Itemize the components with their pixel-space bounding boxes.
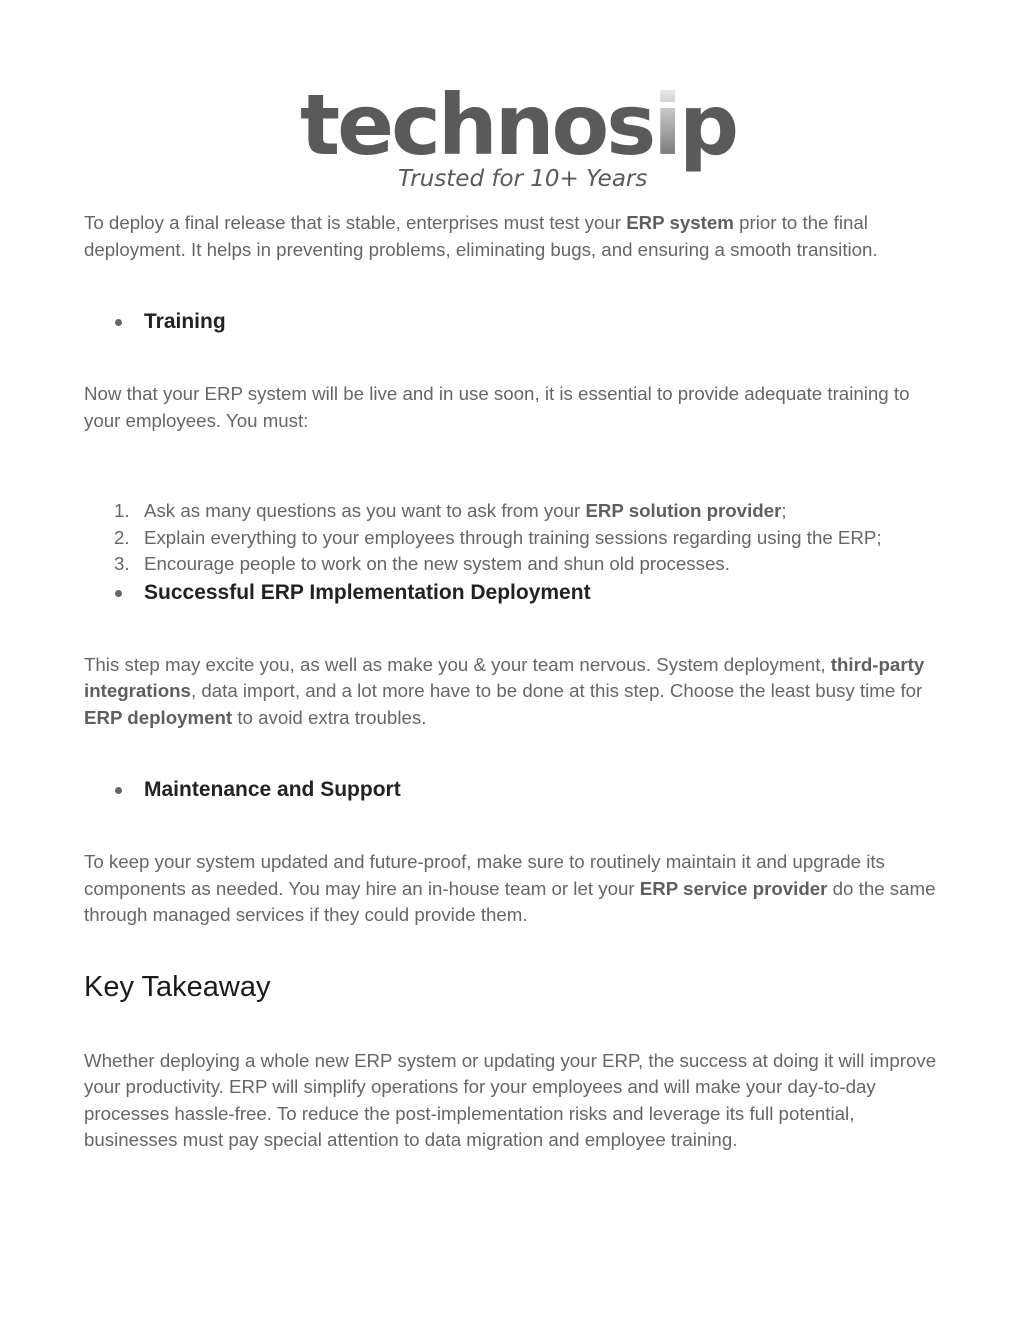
logo-tagline: Trusted for 10+ Years — [398, 166, 648, 192]
bullet-icon — [115, 319, 122, 326]
intro-paragraph: To deploy a final release that is stable, enterprises must test your ERP system prior to the final deployment. It helps in preventing problems, eliminating bugs, and ensuring a smooth transition. — [84, 212, 878, 260]
logo-wordmark-s: s — [606, 76, 654, 174]
training-steps-list — [84, 498, 944, 578]
maintenance-paragraph: To keep your system updated and future-proof, make sure to routinely maintain it and upgrade its components as needed. You may hire an in-house team or let your ERP service provider do the same through managed services if they could provide them. — [84, 851, 936, 926]
takeaway-paragraph: Whether deploying a whole new ERP system or updating your ERP, the success at doing it will improve your productivity. ERP will simplify operations for your employees and will make your day-to-day processes hassle-free. To reduce the post-implementation risks and leverage its full potential, businesses must pay special attention to data migration and employee training. — [84, 1049, 937, 1151]
technosip-logo — [300, 76, 737, 193]
training-paragraph: Now that your ERP system will be live and in use soon, it is essential to provide adequate training to your employees. You must: — [84, 383, 910, 431]
logo-wordmark-i: i — [653, 76, 680, 174]
key-takeaway-heading: Key Takeaway — [84, 970, 271, 1003]
deployment-paragraph: This step may excite you, as well as make you & your team nervous. System deployment, third-party integrations, data import, and a lot more have to be done at this step. Choose the least busy time for ERP deployment to avoid extra troubles. — [84, 653, 925, 728]
svg-text:technosip — [300, 76, 736, 174]
training-heading: Training — [84, 308, 944, 336]
maintenance-heading: Maintenance and Support — [84, 776, 944, 804]
list-item: 3. Encourage people to work on the new system and shun old processes. — [114, 553, 730, 575]
document-body — [84, 210, 944, 1154]
list-item: 1. Ask as many questions as you want to ask from your ERP solution provider; — [114, 500, 787, 521]
erp-system-link-text: ERP system — [626, 212, 734, 233]
deployment-heading: Successful ERP Implementation Deployment — [84, 579, 944, 607]
list-item: 2. Explain everything to your employees through training sessions regarding using the ERP; — [114, 526, 882, 548]
logo-wordmark-techno: techno — [300, 76, 607, 174]
bullet-icon — [115, 787, 122, 794]
bullet-icon — [115, 590, 122, 597]
logo-wordmark-p: p — [679, 76, 737, 174]
